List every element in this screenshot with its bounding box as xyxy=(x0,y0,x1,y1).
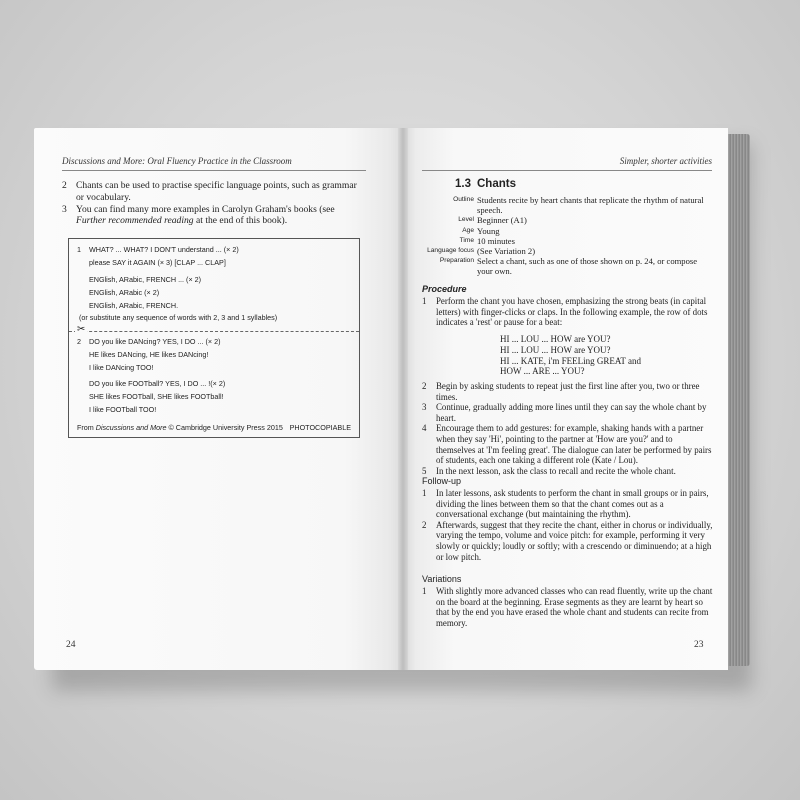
meta-row-outline xyxy=(422,195,713,215)
book-spine xyxy=(398,128,408,670)
chant-line: please SAY it AGAIN (× 3) [CLAP ... CLAP] xyxy=(89,258,226,267)
item-number: 5 xyxy=(422,465,427,476)
photocopiable-label: PHOTOCOPIABLE xyxy=(289,423,351,432)
item-text: Begin by asking students to repeat just the first line after you, two or three times. xyxy=(436,381,700,402)
list-item xyxy=(422,488,714,520)
meta-value: (See Variation 2) xyxy=(477,246,536,257)
item-text-part: You can find many more examples in Carolyn Graham's books (see xyxy=(76,203,335,215)
right-running-head: Simpler, shorter activities xyxy=(619,156,712,166)
chant-line: I like DANcing TOO! xyxy=(89,363,154,372)
item-text: In the next lesson, ask the class to recall and recite the whole chant. xyxy=(436,465,676,476)
list-item xyxy=(62,180,358,204)
left-head-rule xyxy=(62,170,366,171)
item-text: In later lessons, ask students to perform the chant in small groups or in pairs, dividing the lines between them so that the chant comes out as a conversational exchange (but maintaining the rhythm). xyxy=(436,488,709,520)
followup-steps xyxy=(422,488,714,562)
meta-label: Time xyxy=(459,236,474,244)
photocopiable-chant-box xyxy=(68,238,360,438)
meta-row-preparation xyxy=(422,256,713,276)
item-text-italic: Further recommended reading xyxy=(76,215,194,227)
meta-row-language-focus xyxy=(422,246,713,256)
block-number: 2 xyxy=(77,337,81,346)
block-number: 1 xyxy=(77,245,81,254)
item-text xyxy=(76,204,358,228)
left-page-number: 24 xyxy=(66,640,76,650)
list-item xyxy=(422,296,714,328)
item-text-part: at the end of this book). xyxy=(193,215,288,227)
chant-line: HI ... KATE, i'm FEELing GREAT and xyxy=(500,355,641,366)
chant-line: SHE likes FOOTball, SHE likes FOOTball! xyxy=(89,392,224,401)
list-item xyxy=(422,586,714,628)
chant-line: ENGlish, ARabic (× 2) xyxy=(89,288,160,297)
chant-line: HI ... LOU ... HOW are YOU? xyxy=(500,344,611,355)
list-item xyxy=(422,466,714,477)
chant-line: DO you like FOOTball? YES, I DO ... !(× 2) xyxy=(89,379,226,388)
copyright-line xyxy=(77,423,283,432)
activity-meta xyxy=(422,195,713,277)
list-item xyxy=(422,402,714,423)
procedure-steps xyxy=(422,381,714,476)
meta-label: Language focus xyxy=(427,247,474,255)
scissors-icon: ✂ xyxy=(77,324,86,335)
copyright-prefix: From xyxy=(77,423,96,432)
item-text: Chants can be used to practise specific language points, such as grammar or vocabulary. xyxy=(76,180,357,203)
item-text: Afterwards, suggest that they recite the chant, either in chorus or individually, varying the tempo, volume and voice pitch: for example, performing it very slowly or quickly; loudly or softly; with a crescendo or diminuendo; at a high or low pitch. xyxy=(436,519,713,562)
item-text: Perform the chant you have chosen, emphasizing the strong beats (in capital letters) with finger-clicks or claps. In the following example, the row of dots indicates a 'rest' or pause for a beat: xyxy=(436,296,708,328)
meta-value: Select a chant, such as one of those shown on p. 24, or compose your own. xyxy=(477,256,698,277)
variations-steps xyxy=(422,586,714,628)
meta-value: Students recite by heart chants that replicate the rhythm of natural speech. xyxy=(477,195,704,216)
chant-line: ENGlish, ARabic, FRENCH ... (× 2) xyxy=(89,275,202,284)
meta-label: Age xyxy=(462,226,474,234)
chant-line: ENGlish, ARabic, FRENCH. xyxy=(89,301,179,310)
copyright-suffix: © Cambridge University Press 2015 xyxy=(166,423,283,432)
item-number: 1 xyxy=(422,586,427,596)
item-number: 2 xyxy=(62,180,67,191)
variations-heading: Variations xyxy=(422,574,462,584)
left-running-head: Discussions and More: Oral Fluency Practice in the Classroom xyxy=(62,156,292,166)
list-item xyxy=(422,423,714,465)
item-number: 1 xyxy=(422,296,427,306)
section-number: 1.3 xyxy=(455,178,471,190)
list-item xyxy=(62,204,358,228)
meta-row-time xyxy=(422,236,713,246)
chant-line: HOW ... ARE ... YOU? xyxy=(500,366,585,377)
list-item xyxy=(422,381,714,402)
chant-line: HI ... LOU ... HOW are YOU? xyxy=(500,334,611,344)
item-number: 2 xyxy=(422,519,427,530)
chant-note: (or substitute any sequence of words with 2, 3 and 1 syllables) xyxy=(79,313,278,322)
copyright-book-title: Discussions and More xyxy=(95,423,167,432)
meta-label: Outline xyxy=(453,196,474,203)
list-item xyxy=(422,520,714,562)
right-head-rule xyxy=(422,170,712,171)
left-numbered-list xyxy=(62,180,358,227)
page-edges xyxy=(728,134,750,666)
meta-value: Beginner (A1) xyxy=(477,215,527,226)
followup-heading: Follow-up xyxy=(422,476,462,486)
meta-row-level xyxy=(422,215,713,225)
item-number: 2 xyxy=(422,381,427,391)
meta-value: 10 minutes xyxy=(477,235,515,246)
chant-line: I like FOOTball TOO! xyxy=(89,405,157,414)
chant-line: DO you like DANcing? YES, I DO ... (× 2) xyxy=(89,337,221,346)
cut-line xyxy=(69,331,359,332)
meta-label: Preparation xyxy=(439,257,474,265)
meta-label: Level xyxy=(458,216,474,224)
item-text: Encourage them to add gestures: for example, shaking hands with a partner when they say 'Hi', pointing to the partner at 'How are you?' and to themselves at 'I'm feeling great'. The dialogue can later be performed by pairs of students, each one taking a different role (Kate / Lou). xyxy=(436,423,712,466)
meta-row-age xyxy=(422,226,713,236)
item-number: 1 xyxy=(422,488,427,498)
procedure-heading: Procedure xyxy=(422,284,467,294)
chant-line: WHAT? ... WHAT? I DON'T understand ... (× 2) xyxy=(89,245,239,254)
procedure-step-1 xyxy=(422,296,714,328)
item-text: With slightly more advanced classes who can read fluently, write up the chant on the board at the beginning. Erase segments as they are learnt by heart so that by the end you have erased the whole chant and students can recite from memory. xyxy=(436,586,713,628)
meta-value: Young xyxy=(477,225,500,236)
item-number: 3 xyxy=(62,203,67,215)
section-title: Chants xyxy=(477,178,516,190)
right-page-number: 23 xyxy=(694,640,704,650)
item-number: 3 xyxy=(422,402,427,413)
example-chant xyxy=(500,334,641,377)
item-text: Continue, gradually adding more lines until they can say the whole chant by heart. xyxy=(436,402,707,423)
item-number: 4 xyxy=(422,423,427,434)
chant-line: HE likes DANcing, HE likes DANcing! xyxy=(89,350,209,359)
